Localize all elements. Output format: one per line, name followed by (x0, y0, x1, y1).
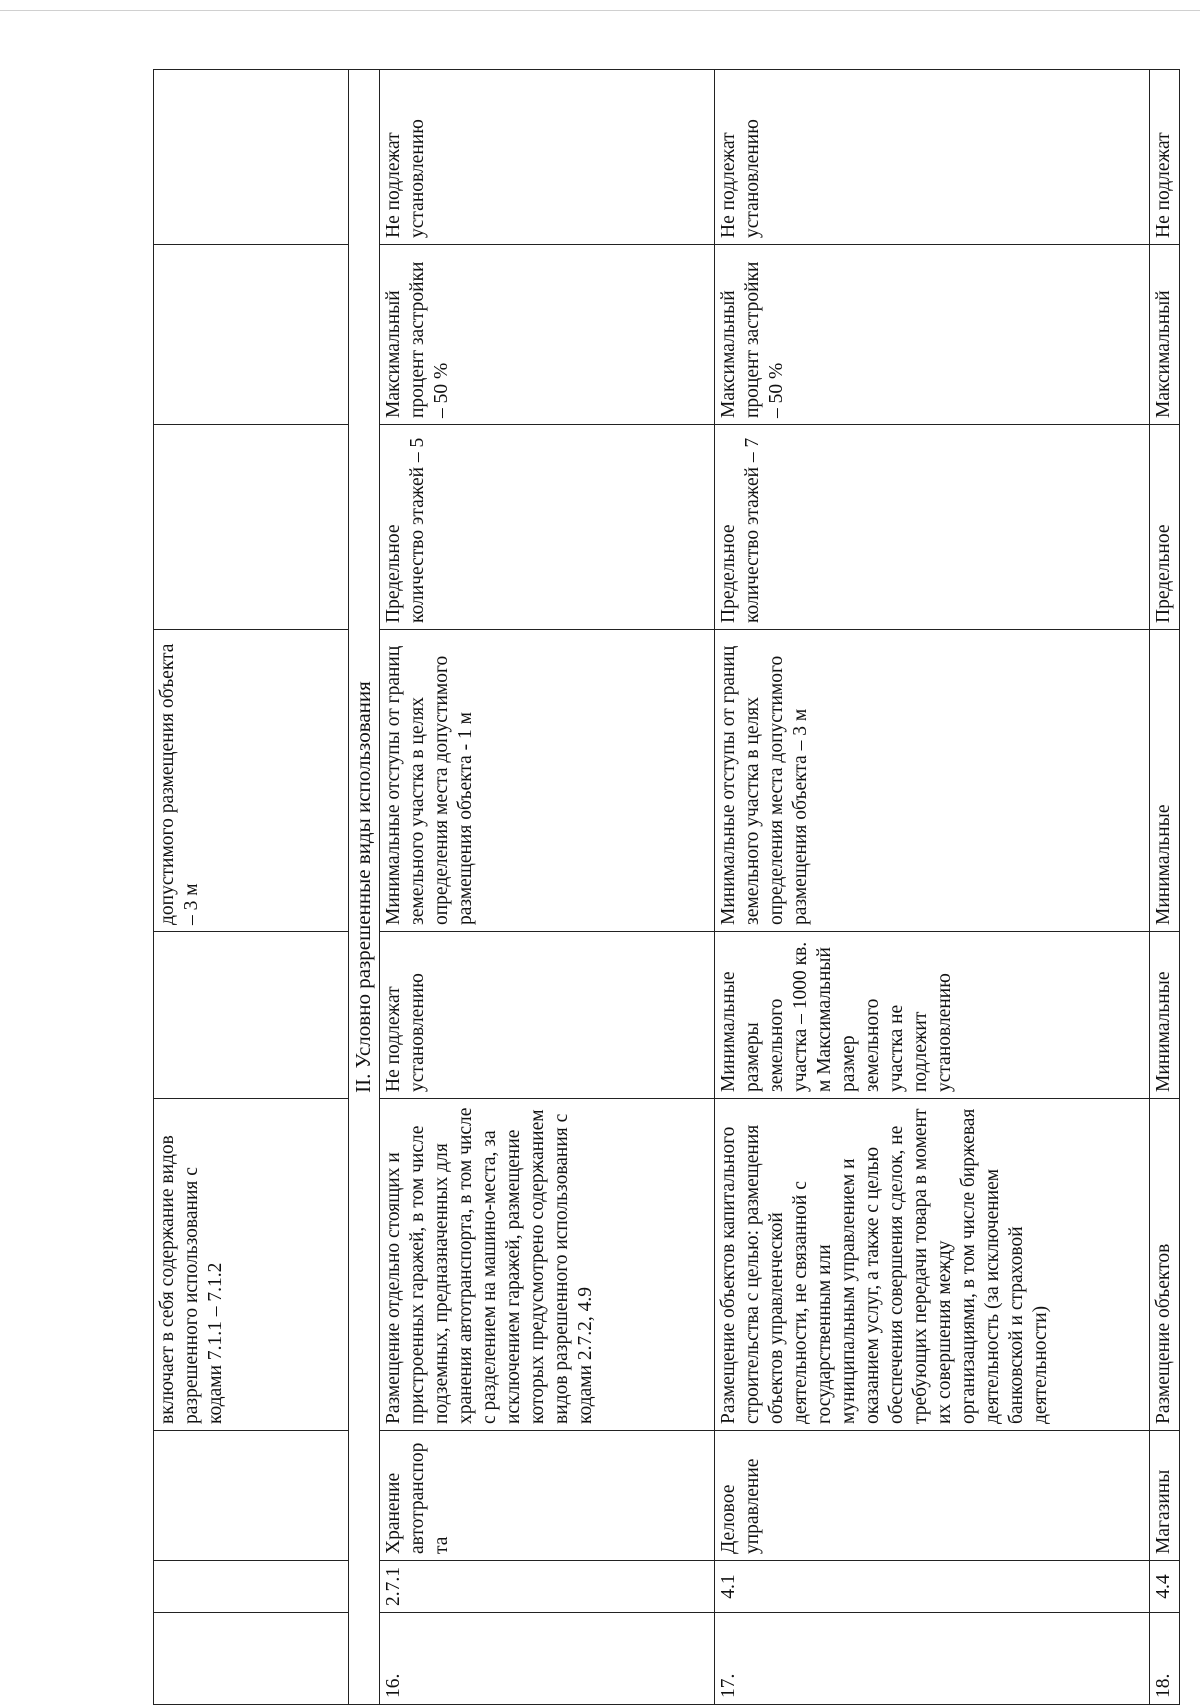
cell-description: Размещение отдельно стоящих и пристроенных гаражей, в том числе подземных, предназначенных для хранения автотранспорта, в том числе с разделением на машино-места, за исключением гаражей, размещение которых предусмотрено содержанием видов разрешенного использования с кодами 2.7.2, 4.9 (379, 1099, 714, 1431)
cell-plot-size (154, 932, 349, 1099)
cell-setback: Минимальные отступы от границ земельного участка в целях определения места допустимого размещения объекта – 3 м (714, 630, 1149, 932)
cell-name (154, 1431, 349, 1561)
section-header-row (349, 70, 380, 1705)
cell-floors: Предельное (1149, 425, 1179, 630)
cell-other: Не подлежат установлению (714, 70, 1149, 245)
cell-name: Магазины (1149, 1431, 1179, 1561)
cell-floors: Предельное количество этажей – 5 (379, 425, 714, 630)
cell-plot-size: Минимальные (1149, 932, 1179, 1099)
cell-setback: Минимальные отступы от границ земельного участка в целях определения места допустимого размещения объекта - 1 м (379, 630, 714, 932)
cell-setback: Минимальные (1149, 630, 1179, 932)
cell-name: Хранение автотранспорта (379, 1431, 714, 1561)
cell-num: 18. (1149, 1613, 1179, 1705)
cell-plot-size: Не подлежат установлению (379, 932, 714, 1099)
cell-floors: Предельное количество этажей – 7 (714, 425, 1149, 630)
cell-code (154, 1561, 349, 1613)
cell-setback: допустимого размещения объекта – 3 м (154, 630, 349, 932)
cell-name: Деловое управление (714, 1431, 1149, 1561)
cell-code: 2.7.1 (379, 1561, 714, 1613)
cell-coverage: Максимальный (1149, 245, 1179, 425)
table-row-continuation (154, 70, 349, 1705)
table-row (379, 70, 714, 1705)
cell-other: Не подлежат (1149, 70, 1179, 245)
cell-coverage: Максимальный процент застройки – 50 % (714, 245, 1149, 425)
cell-code: 4.4 (1149, 1561, 1179, 1613)
cell-code: 4.1 (714, 1561, 1149, 1613)
cell-num: 16. (379, 1613, 714, 1705)
zoning-table (153, 69, 1180, 1705)
cell-other: Не подлежат установлению (379, 70, 714, 245)
cell-num: 17. (714, 1613, 1149, 1705)
rotated-page (153, 70, 1174, 1705)
table-row (1149, 70, 1179, 1705)
cell-description: Размещение объектов капитального строительства с целью: размещения объектов управленческой деятельности, не связанной с государственным или муниципальным управлением и оказанием услуг, а также с целью обеспечения совершения сделок, не требующих передачи товара в момент их совершения между организациями, в том числе биржевая деятельность (за исключением банковской и страховой деятельности) (714, 1099, 1149, 1431)
cell-coverage (154, 245, 349, 425)
cell-coverage: Максимальный процент застройки – 50 % (379, 245, 714, 425)
cell-floors (154, 425, 349, 630)
cell-other (154, 70, 349, 245)
section-title: II. Условно разрешенные виды использования (349, 70, 380, 1705)
cell-plot-size: Минимальные размеры земельного участка – 1000 кв. м Максимальный размер земельного участка не подлежит установлению (714, 932, 1149, 1099)
cell-num (154, 1613, 349, 1705)
cell-description: Размещение объектов (1149, 1099, 1179, 1431)
scan-top-edge (0, 10, 1200, 11)
table-row (714, 70, 1149, 1705)
cell-description: включает в себя содержание видов разрешенного использования с кодами 7.1.1 – 7.1.2 (154, 1099, 349, 1431)
